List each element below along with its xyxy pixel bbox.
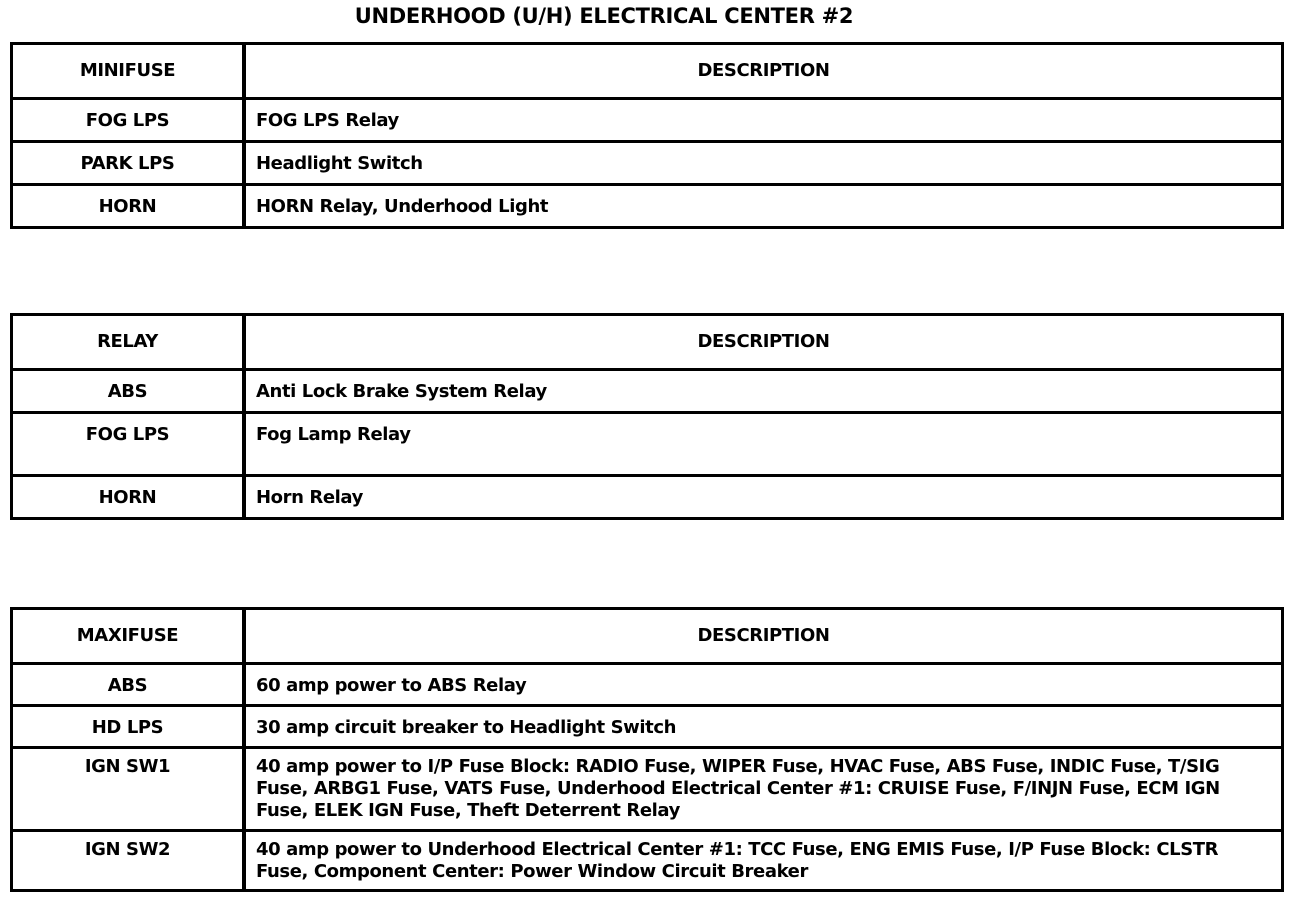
column-header-relay: RELAY: [12, 315, 245, 370]
table-row: [12, 142, 1283, 185]
maxifuse-cell: HD LPS: [12, 706, 245, 748]
relay-table: [10, 313, 1284, 520]
table-header-row: [12, 44, 1283, 99]
description-cell: Headlight Switch: [244, 142, 1283, 185]
relay-cell: ABS: [12, 370, 245, 413]
table-header-row: [12, 315, 1283, 370]
description-cell: 30 amp circuit breaker to Headlight Switch: [244, 706, 1283, 748]
maxifuse-cell: IGN SW2: [12, 831, 245, 891]
minifuse-table: [10, 42, 1284, 229]
description-cell: 40 amp power to I/P Fuse Block: RADIO Fuse, WIPER Fuse, HVAC Fuse, ABS Fuse, INDIC Fuse, T/SIG Fuse, ARBG1 Fuse, VATS Fuse, Underhood Electrical Center #1: CRUISE Fuse, F/INJN Fuse, ECM IGN Fuse, ELEK IGN Fuse, Theft Deterrent Relay: [244, 748, 1283, 831]
column-header-description: DESCRIPTION: [244, 609, 1283, 664]
column-header-minifuse: MINIFUSE: [12, 44, 245, 99]
maxifuse-cell: ABS: [12, 664, 245, 706]
table-row: [12, 664, 1283, 706]
table-header-row: [12, 609, 1283, 664]
table-row: [12, 370, 1283, 413]
description-cell: Fog Lamp Relay: [244, 413, 1283, 476]
relay-cell: HORN: [12, 476, 245, 519]
minifuse-cell: PARK LPS: [12, 142, 245, 185]
description-cell: HORN Relay, Underhood Light: [244, 185, 1283, 228]
maxifuse-table: [10, 607, 1284, 892]
page-title: UNDERHOOD (U/H) ELECTRICAL CENTER #2: [354, 4, 854, 28]
table-row: [12, 476, 1283, 519]
description-cell: Horn Relay: [244, 476, 1283, 519]
column-header-maxifuse: MAXIFUSE: [12, 609, 245, 664]
relay-cell: FOG LPS: [12, 413, 245, 476]
description-cell: FOG LPS Relay: [244, 99, 1283, 142]
description-cell: 60 amp power to ABS Relay: [244, 664, 1283, 706]
description-cell: Anti Lock Brake System Relay: [244, 370, 1283, 413]
table-row: [12, 748, 1283, 831]
maxifuse-cell: IGN SW1: [12, 748, 245, 831]
table-row: [12, 831, 1283, 891]
minifuse-cell: FOG LPS: [12, 99, 245, 142]
table-row: [12, 185, 1283, 228]
column-header-description: DESCRIPTION: [244, 315, 1283, 370]
minifuse-cell: HORN: [12, 185, 245, 228]
table-row: [12, 99, 1283, 142]
description-cell: 40 amp power to Underhood Electrical Center #1: TCC Fuse, ENG EMIS Fuse, I/P Fuse Block: CLSTR Fuse, Component Center: Power Window Circuit Breaker: [244, 831, 1283, 891]
column-header-description: DESCRIPTION: [244, 44, 1283, 99]
table-row: [12, 413, 1283, 476]
table-row: [12, 706, 1283, 748]
